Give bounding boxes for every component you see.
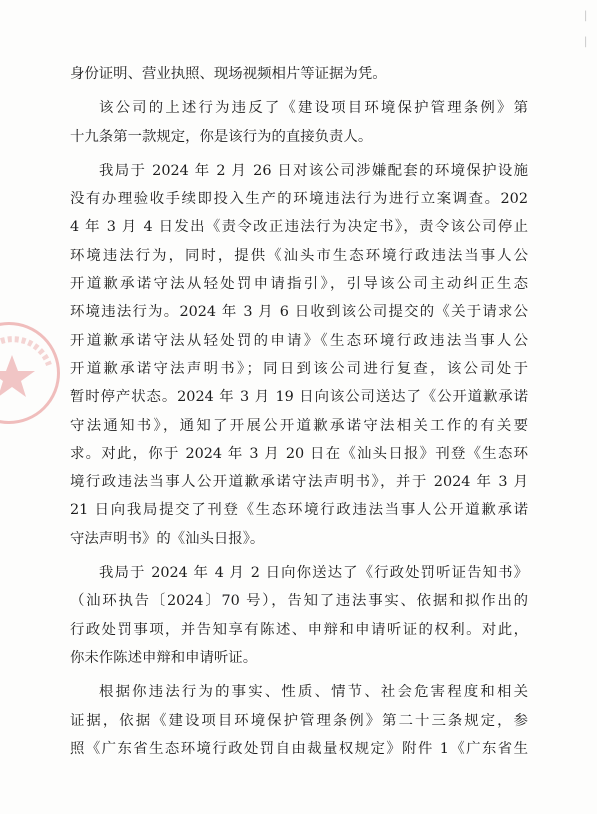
text-line: 没有办理验收手续即投入生产的环境违法行为进行立案调查。202 [70, 191, 528, 208]
text-line: 开道歉承诺守法从轻处罚申请指引》，引导该公司主动纠正生态 [70, 276, 528, 293]
text-line: 环境违法行为。2024 年 3 月 6 日收到该公司提交的《关于请求公 [70, 304, 528, 321]
seal-star-icon [0, 325, 63, 427]
text-line: 境行政违法当事人公开道歉承诺守法声明书》，并于 2024 年 3 月 [70, 474, 528, 491]
text-line: 求。对此，你于 2024 年 3 月 20 日在《汕头日报》刊登《生态环 [70, 445, 528, 462]
text-line: 我局于 2024 年 2 月 26 日对该公司涉嫌配套的环境保护设施 [99, 162, 528, 179]
scan-edge-mark: │ [583, 38, 589, 48]
text-line: 守法通知书》，通知了开展公开道歉承诺守法相关工作的有关要 [70, 417, 528, 434]
text-line: 证据，依据《建设项目环境保护管理条例》第二十三条规定，参 [70, 712, 528, 729]
text-line: 暂时停产状态。2024 年 3 月 19 日向该公司送达了《公开道歉承诺 [70, 389, 528, 406]
text-line: （汕环执告〔2024〕70 号），告知了违法事实、依据和拟作出的 [70, 593, 528, 610]
text-line: 4 年 3 月 4 日发出《责令改正违法行为决定书》，责令该公司停止 [70, 219, 528, 236]
text-line: 开道歉承诺守法从轻处罚的申请》《生态环境行政违法当事人公 [70, 332, 528, 349]
text-line: 环境违法行为，同时，提供《汕头市生态环境行政违法当事人公 [70, 247, 528, 264]
text-line: 开道歉承诺守法声明书》；同日到该公司进行复查，该公司处于 [70, 360, 528, 377]
text-line: 根据你违法行为的事实、性质、情节、社会危害程度和相关 [99, 684, 528, 701]
text-line: 21 日向我局提交了刊登《生态环境行政违法当事人公开道歉承诺 [70, 502, 528, 519]
document-body [70, 60, 528, 763]
text-line: 我局于 2024 年 4 月 2 日向你送达了《行政处罚听证告知书》 [99, 565, 528, 582]
official-seal-stamp [0, 322, 60, 424]
text-line: 照《广东省生态环境行政处罚自由裁量权规定》附件 1《广东省生 [70, 740, 528, 757]
text-line: 身份证明、营业执照、现场视频相片等证据为凭。 [70, 66, 387, 82]
text-line: 守法声明书》的《汕头日报》。 [70, 530, 265, 547]
scan-edge-mark: │ [583, 12, 589, 22]
text-line: 该公司的上述行为违反了《建设项目环境保护管理条例》第 [99, 100, 528, 117]
text-line: 十九条第一款规定，你是该行为的直接负责人。 [70, 128, 373, 145]
text-line: 行政处罚事项，并告知享有陈述、申辩和申请听证的权利。对此， [70, 621, 528, 638]
text-line: 你未作陈述申辩和申请听证。 [70, 649, 258, 666]
